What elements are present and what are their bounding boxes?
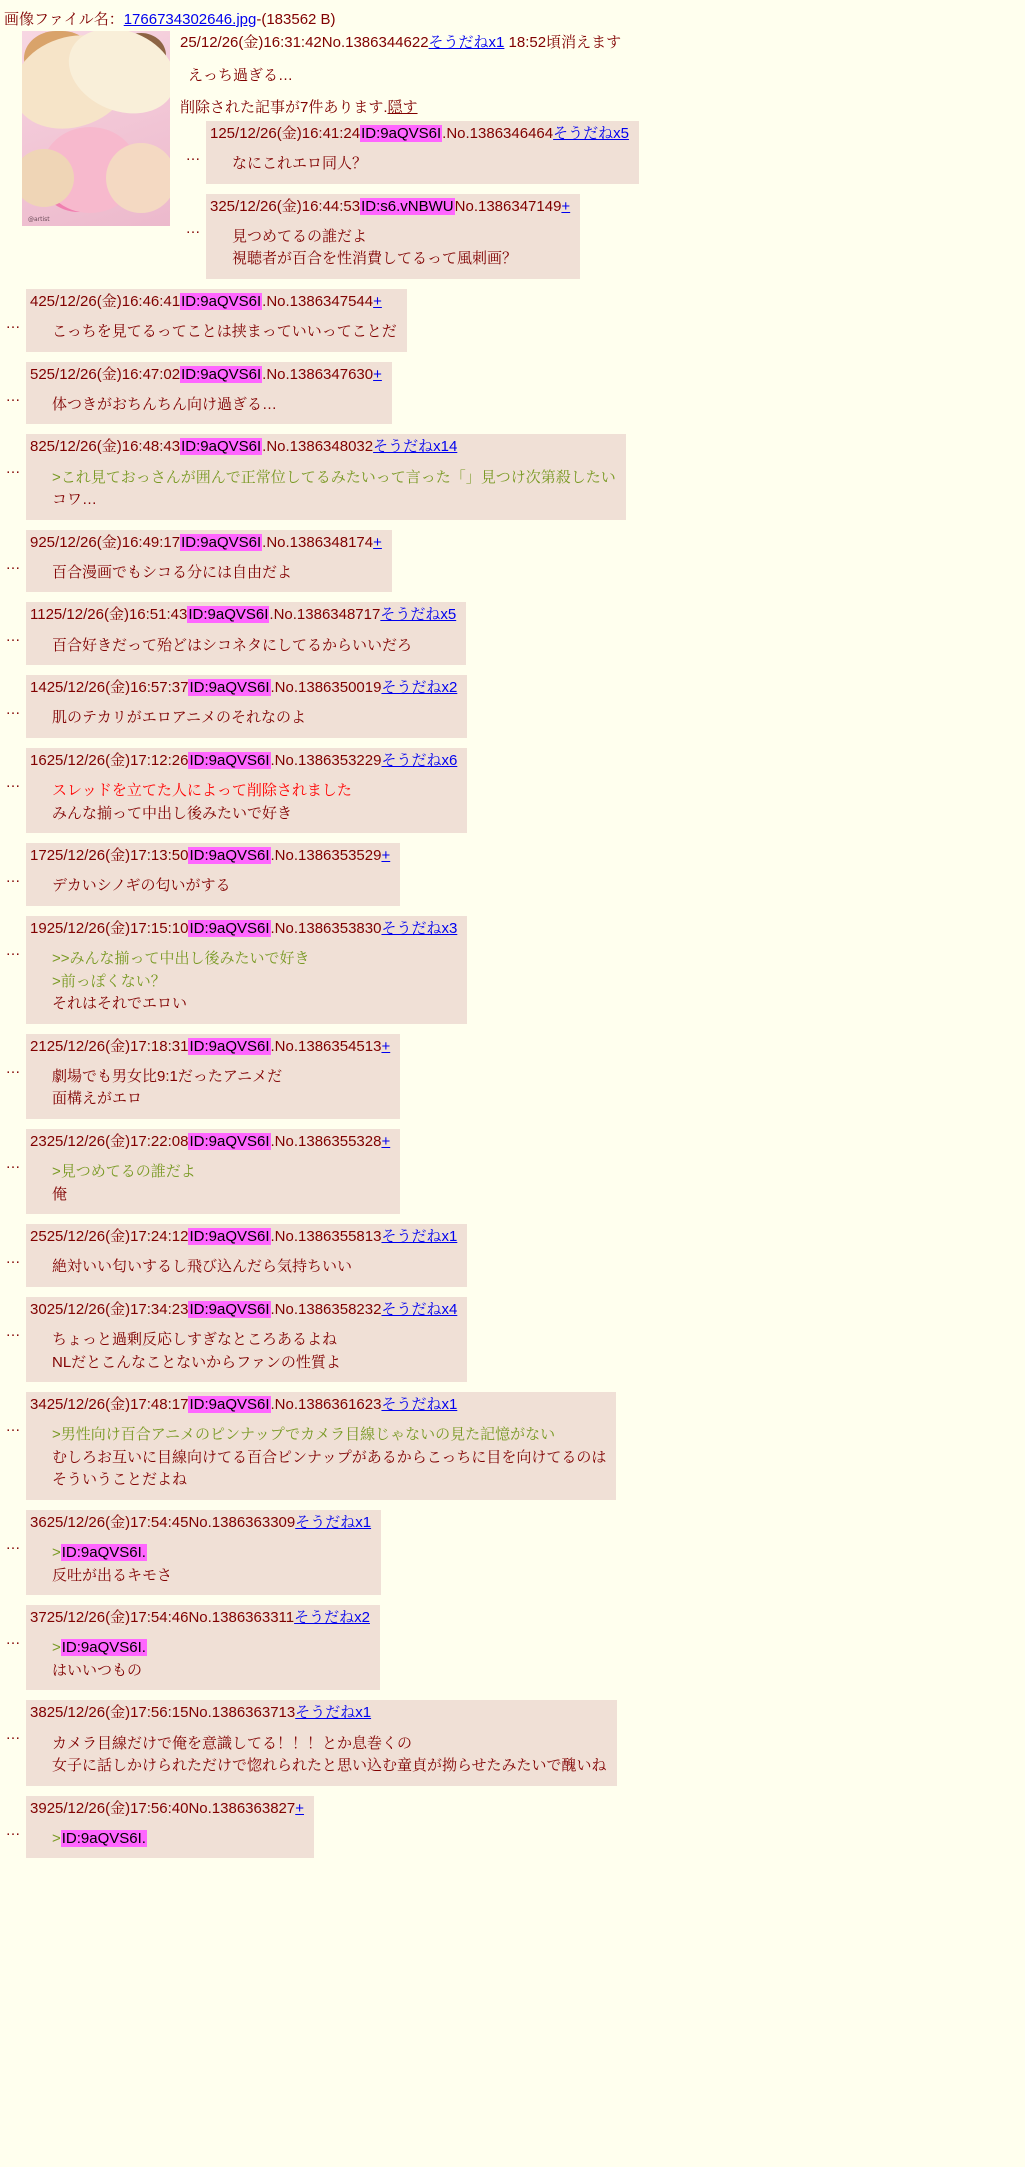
reply-no: No.1386347149: [454, 197, 562, 215]
reply-timestamp: 25/12/26(金)16:48:43: [38, 438, 181, 456]
deleted-count-text: 削除された記事が7件あります.: [180, 98, 388, 116]
reply-id-tag: ID:9aQVS6I: [189, 847, 270, 864]
reply-number: 3: [210, 197, 219, 215]
reply-line: >ID:9aQVS6I.: [52, 1639, 146, 1657]
reply-collapse-dots[interactable]: …: [5, 387, 21, 405]
reply-no: .No.1386348717: [269, 606, 381, 624]
reply-line: NLだとこんなことないからファンの性質よ: [52, 1353, 341, 1371]
reply-no: .No.1386348174: [262, 533, 374, 551]
reply-id-tag: ID:9aQVS6I: [189, 1228, 270, 1245]
sodane-button[interactable]: そうだねx4: [381, 1300, 458, 1318]
reply-row: [0, 1129, 1025, 1214]
reply-number: 30: [30, 1300, 47, 1318]
reply-timestamp: 25/12/26(金)16:51:43: [45, 606, 188, 624]
reply-collapse-dots[interactable]: …: [185, 146, 201, 164]
reply-line: 体つきがおちんちん向け過ぎる…: [52, 395, 278, 413]
reply-row: [0, 1297, 1025, 1382]
reply-timestamp: 25/12/26(金)16:49:17: [38, 533, 181, 551]
reply-no: .No.1386353529: [270, 847, 382, 864]
reply-id-tag: ID:9aQVS6I: [188, 606, 269, 624]
reply-meta: [28, 292, 397, 312]
reply-row: [0, 1034, 1025, 1119]
reply-row: [0, 1392, 1025, 1500]
reply-number: 25: [30, 1228, 47, 1245]
reply-row: [180, 194, 1025, 279]
reply-text: [52, 1542, 371, 1587]
reply-post: [26, 602, 466, 665]
expand-button[interactable]: +: [373, 292, 382, 310]
reply-timestamp: 25/12/26(金)17:56:40No.1386363827: [46, 1799, 296, 1817]
thumbnail-wrap[interactable]: [22, 31, 170, 226]
reply-text: [52, 321, 397, 344]
reply-line: 絶対いい匂いするし飛び込んだら気持ちいい: [52, 1258, 353, 1276]
reply-collapse-dots[interactable]: …: [5, 1631, 21, 1648]
file-header: [0, 6, 1025, 29]
reply-collapse-dots[interactable]: …: [5, 460, 21, 478]
reply-line: カメラ目線だけで俺を意識してる！！！とか息巻くの: [52, 1734, 413, 1752]
reply-text: [52, 780, 457, 825]
reply-line: 見つめてるの誰だよ: [232, 227, 368, 245]
reply-collapse-dots[interactable]: …: [5, 1535, 21, 1553]
reply-line: 俺: [52, 1185, 68, 1203]
reply-number: 34: [30, 1396, 47, 1413]
reply-meta: [28, 919, 457, 939]
reply-post: [26, 1224, 467, 1287]
reply-timestamp: 25/12/26(金)16:46:41: [38, 292, 181, 310]
sodane-button[interactable]: そうだねx1: [295, 1513, 372, 1531]
sodane-button[interactable]: そうだねx14: [373, 438, 458, 456]
reply-text: [52, 707, 457, 730]
reply-row: [0, 1700, 1025, 1785]
op-expiry: 18:52頃消えます: [504, 34, 622, 51]
reply-post: [26, 675, 467, 738]
reply-text: [232, 153, 629, 176]
reply-line: >ID:9aQVS6I.: [52, 1829, 146, 1847]
reply-text: [52, 1828, 304, 1851]
reply-id-tag: ID:9aQVS6I: [189, 1037, 270, 1055]
expand-button[interactable]: +: [381, 1037, 391, 1055]
nested-replies: [180, 121, 1025, 279]
reply-collapse-dots[interactable]: …: [5, 1726, 21, 1744]
sodane-button[interactable]: そうだねx1: [381, 1228, 458, 1245]
reply-number: 9: [30, 533, 39, 551]
reply-line: こっちを見てるってことは挟まっていいってことだ: [52, 323, 397, 340]
reply-text: [52, 1637, 370, 1682]
reply-collapse-dots[interactable]: …: [5, 555, 21, 573]
reply-meta: [28, 1513, 371, 1533]
reply-row: [0, 1796, 1025, 1859]
reply-timestamp: 25/12/26(金)17:54:46No.1386363311: [46, 1609, 295, 1626]
reply-row: [0, 1510, 1025, 1595]
reply-number: 38: [30, 1704, 47, 1722]
reply-row: [0, 602, 1025, 665]
reply-collapse-dots[interactable]: …: [5, 1322, 21, 1340]
sodane-button[interactable]: そうだねx5: [553, 124, 629, 142]
reply-id-tag: ID:9aQVS6I: [189, 1300, 270, 1318]
reply-row: [0, 843, 1025, 906]
reply-line: >前っぽくない？: [52, 972, 166, 990]
reply-text: [52, 1161, 390, 1206]
reply-row: [0, 434, 1025, 519]
reply-row: [0, 1224, 1025, 1287]
reply-collapse-dots[interactable]: …: [5, 628, 21, 646]
reply-timestamp: 25/12/26(金)17:12:26: [46, 751, 189, 769]
reply-text: [52, 1424, 606, 1492]
reply-timestamp: 25/12/26(金)16:57:37: [46, 679, 189, 696]
reply-line: 百合好きだって殆どはシコネタにしてるからいいだろ: [52, 636, 413, 654]
reply-row: [0, 916, 1025, 1024]
reply-line: >男性向け百合アニメのピンナップでカメラ目線じゃないの見た記憶がない: [52, 1426, 556, 1444]
reply-no: .No.1386347544: [262, 292, 374, 310]
sodane-button[interactable]: そうだねx3: [381, 919, 458, 937]
reply-id-tag: ID:9aQVS6I: [189, 1132, 270, 1150]
reply-id-tag: ID:9aQVS6I: [181, 292, 262, 310]
reply-number: 14: [30, 679, 47, 696]
sodane-button[interactable]: そうだねx2: [294, 1609, 370, 1626]
reply-post: [26, 1510, 381, 1595]
quoted-id-tag: ID:9aQVS6I.: [61, 1639, 146, 1657]
reply-meta: [28, 1395, 606, 1415]
reply-timestamp: 25/12/26(金)17:13:50: [46, 847, 189, 864]
expand-button[interactable]: +: [381, 847, 391, 864]
reply-line: ちょっと過剰反応しすぎなところあるよね: [52, 1331, 338, 1348]
reply-meta: [28, 1037, 390, 1057]
op-meta: [180, 33, 1025, 53]
reply-collapse-dots[interactable]: …: [5, 941, 21, 959]
reply-no: .No.1386348032: [262, 438, 374, 456]
reply-meta: [28, 1703, 607, 1723]
reply-number: 21: [30, 1037, 47, 1055]
reply-post: [26, 1796, 314, 1859]
reply-meta: [208, 197, 570, 217]
reply-line: コワ…: [52, 491, 98, 508]
reply-post: [26, 748, 467, 833]
reply-line: 面構えがエロ: [52, 1090, 143, 1108]
reply-no: .No.1386347630: [262, 365, 374, 383]
sodane-button[interactable]: そうだねx5: [380, 606, 457, 624]
reply-number: 36: [30, 1513, 47, 1531]
reply-row: [0, 362, 1025, 425]
reply-meta: [28, 437, 616, 457]
sodane-button[interactable]: そうだねx2: [381, 679, 458, 696]
reply-line: >ID:9aQVS6I.: [52, 1544, 146, 1561]
reply-line: 視聴者が百合を性消費してるって風刺画？: [232, 250, 518, 268]
reply-line: 劇場でも男女比9:1だったアニメだ: [52, 1067, 283, 1085]
reply-post: [206, 121, 639, 184]
reply-no: .No.1386353229: [270, 751, 382, 769]
hide-deleted-button[interactable]: 隠す: [387, 98, 418, 116]
reply-line: >見つめてるの誰だよ: [52, 1163, 196, 1180]
reply-timestamp: 25/12/26(金)17:18:31: [46, 1037, 189, 1055]
reply-meta: [28, 1300, 457, 1320]
reply-text: [52, 467, 616, 512]
reply-timestamp: 25/12/26(金)17:34:23: [46, 1300, 189, 1318]
reply-id-tag: ID:9aQVS6I: [181, 365, 262, 383]
reply-post: [26, 530, 392, 593]
reply-post: [26, 362, 392, 425]
reply-no: .No.1386353830: [270, 919, 382, 937]
reply-collapse-dots[interactable]: …: [5, 1821, 21, 1839]
reply-text: [52, 1066, 390, 1111]
reply-row: [0, 289, 1025, 352]
reply-timestamp: 25/12/26(金)17:22:08: [46, 1132, 189, 1150]
reply-id-tag: ID:9aQVS6I: [189, 1396, 270, 1413]
sodane-button[interactable]: そうだねx6: [381, 751, 458, 769]
file-label: 画像ファイル名：: [4, 11, 124, 28]
reply-collapse-dots[interactable]: …: [185, 219, 201, 237]
reply-number: 19: [30, 919, 47, 937]
reply-post: [26, 1129, 400, 1214]
reply-line: なにこれエロ同人？: [232, 155, 368, 172]
reply-no: .No.1386355813: [270, 1228, 382, 1245]
image-signature: @artist: [28, 216, 50, 223]
op-sodane-button[interactable]: そうだねx1: [428, 34, 505, 51]
reply-line: むしろお互いに目線向けてる百合ピンナップがあるからこっちに目を向けてるのは: [52, 1448, 607, 1466]
expand-button[interactable]: +: [373, 533, 382, 551]
reply-line: スレッドを立てた人によって削除されました: [52, 782, 352, 799]
reply-post: [26, 1605, 380, 1690]
reply-timestamp: 25/12/26(金)16:44:53: [218, 197, 361, 215]
reply-number: 1: [210, 124, 219, 142]
reply-number: 4: [30, 292, 39, 310]
reply-text: [52, 562, 382, 585]
reply-number: 17: [30, 847, 47, 864]
reply-line: 百合漫画でもシコる分には自由だよ: [52, 563, 293, 581]
reply-meta: [208, 124, 629, 144]
reply-row: [180, 121, 1025, 184]
reply-collapse-dots[interactable]: …: [5, 1154, 21, 1172]
deleted-notice: [180, 96, 1025, 117]
reply-text: [52, 1733, 607, 1778]
reply-text: [52, 394, 382, 417]
file-size: -(183562 B): [256, 11, 336, 28]
reply-post: [26, 1297, 467, 1382]
reply-collapse-dots[interactable]: …: [5, 1250, 21, 1267]
reply-line: >これ見ておっさんが囲んで正常位してるみたいって言った「」見つけ次第殺したい: [52, 468, 616, 486]
reply-id-tag: ID:9aQVS6I: [361, 124, 442, 142]
reply-row: [0, 530, 1025, 593]
reply-timestamp: 25/12/26(金)16:47:02: [38, 365, 181, 383]
reply-timestamp: 25/12/26(金)17:24:12: [46, 1228, 189, 1245]
expand-button[interactable]: +: [295, 1799, 304, 1817]
reply-number: 39: [30, 1799, 47, 1817]
reply-meta: [28, 365, 382, 385]
reply-line: みんな揃って中出し後みたいで好き: [52, 804, 293, 822]
reply-meta: [28, 1132, 390, 1152]
reply-number: 16: [30, 751, 47, 769]
reply-meta: [28, 1799, 304, 1819]
sodane-button[interactable]: そうだねx1: [295, 1704, 372, 1722]
expand-button[interactable]: +: [381, 1132, 391, 1150]
reply-no: .No.1386355328: [270, 1132, 382, 1150]
reply-text: [52, 1256, 457, 1279]
reply-meta: [28, 1608, 370, 1628]
reply-number: 23: [30, 1132, 47, 1150]
reply-line: そういうことだよね: [52, 1471, 188, 1489]
image-shape: [106, 143, 170, 213]
reply-timestamp: 25/12/26(金)17:15:10: [46, 919, 189, 937]
reply-post: [206, 194, 580, 279]
reply-id-tag: ID:9aQVS6I: [181, 533, 262, 551]
reply-no: .No.1386361623: [270, 1396, 382, 1413]
expand-button[interactable]: +: [561, 197, 571, 215]
reply-number: 8: [30, 438, 39, 456]
reply-text: [232, 226, 570, 271]
reply-id-tag: ID:9aQVS6I: [189, 751, 270, 769]
reply-post: [26, 434, 626, 519]
reply-post: [26, 289, 407, 352]
reply-number: 37: [30, 1609, 47, 1626]
reply-post: [26, 916, 467, 1024]
reply-no: .No.1386350019: [270, 679, 382, 696]
reply-meta: [28, 533, 382, 553]
reply-line: 女子に話しかけられただけで惚れられたと思い込む童貞が拗らせたみたいで醜いね: [52, 1757, 607, 1774]
expand-button[interactable]: +: [373, 365, 382, 383]
reply-id-tag: ID:9aQVS6I: [189, 919, 270, 937]
reply-line: >>みんな揃って中出し後みたいで好き: [52, 950, 310, 967]
reply-id-tag: ID:9aQVS6I: [181, 438, 262, 456]
reply-post: [26, 1392, 616, 1500]
replies-list: [0, 289, 1025, 1859]
reply-collapse-dots[interactable]: …: [5, 1418, 21, 1435]
reply-line: それはそれでエロい: [52, 995, 188, 1012]
reply-id-tag: ID:9aQVS6I: [189, 679, 270, 696]
reply-text: [52, 948, 457, 1016]
reply-post: [26, 843, 400, 906]
quoted-id-tag: ID:9aQVS6I.: [61, 1829, 146, 1847]
reply-timestamp: 25/12/26(金)17:56:15No.1386363713: [46, 1704, 296, 1722]
reply-no: .No.1386354513: [270, 1037, 382, 1055]
reply-meta: [28, 605, 456, 625]
reply-collapse-dots[interactable]: …: [5, 773, 21, 791]
reply-line: はいいつもの: [52, 1661, 143, 1679]
file-link[interactable]: 1766734302646.jpg: [123, 11, 257, 28]
reply-line: 肌のテカリがエロアニメのそれなのよ: [52, 709, 306, 727]
post-image[interactable]: [22, 31, 170, 226]
reply-text: [52, 875, 390, 898]
reply-timestamp: 25/12/26(金)17:48:17: [46, 1396, 189, 1413]
reply-post: [26, 1700, 617, 1785]
reply-line: 反吐が出るキモさ: [52, 1566, 173, 1584]
reply-collapse-dots[interactable]: …: [5, 701, 21, 718]
sodane-button[interactable]: そうだねx1: [381, 1396, 458, 1413]
reply-row: [0, 748, 1025, 833]
op-post: [180, 29, 1025, 279]
reply-id-tag: ID:s6.vNBWU: [361, 197, 454, 215]
reply-text: [52, 635, 456, 658]
reply-row: [0, 1605, 1025, 1690]
op-body: えっち過ぎる…: [188, 67, 294, 85]
reply-no: .No.1386358232: [270, 1300, 382, 1318]
reply-meta: [28, 678, 457, 698]
quoted-id-tag: ID:9aQVS6I.: [61, 1544, 146, 1561]
reply-meta: [28, 751, 457, 771]
reply-text: [52, 1329, 457, 1374]
reply-meta: [28, 846, 390, 866]
reply-timestamp: 25/12/26(金)16:41:24: [218, 124, 361, 142]
reply-collapse-dots[interactable]: …: [5, 869, 21, 886]
reply-line: デカいシノギの匂いがする: [52, 877, 231, 895]
reply-collapse-dots[interactable]: …: [5, 314, 21, 332]
reply-number: 5: [30, 365, 39, 383]
reply-no: .No.1386346464: [442, 124, 554, 142]
reply-post: [26, 1034, 400, 1119]
op-timestamp: 25/12/26(金)16:31:42No.1386344622: [180, 34, 429, 51]
reply-timestamp: 25/12/26(金)17:54:45No.1386363309: [46, 1513, 296, 1531]
reply-meta: [28, 1227, 457, 1247]
reply-collapse-dots[interactable]: …: [5, 1059, 21, 1077]
reply-row: [0, 675, 1025, 738]
reply-number: 11: [30, 606, 46, 624]
